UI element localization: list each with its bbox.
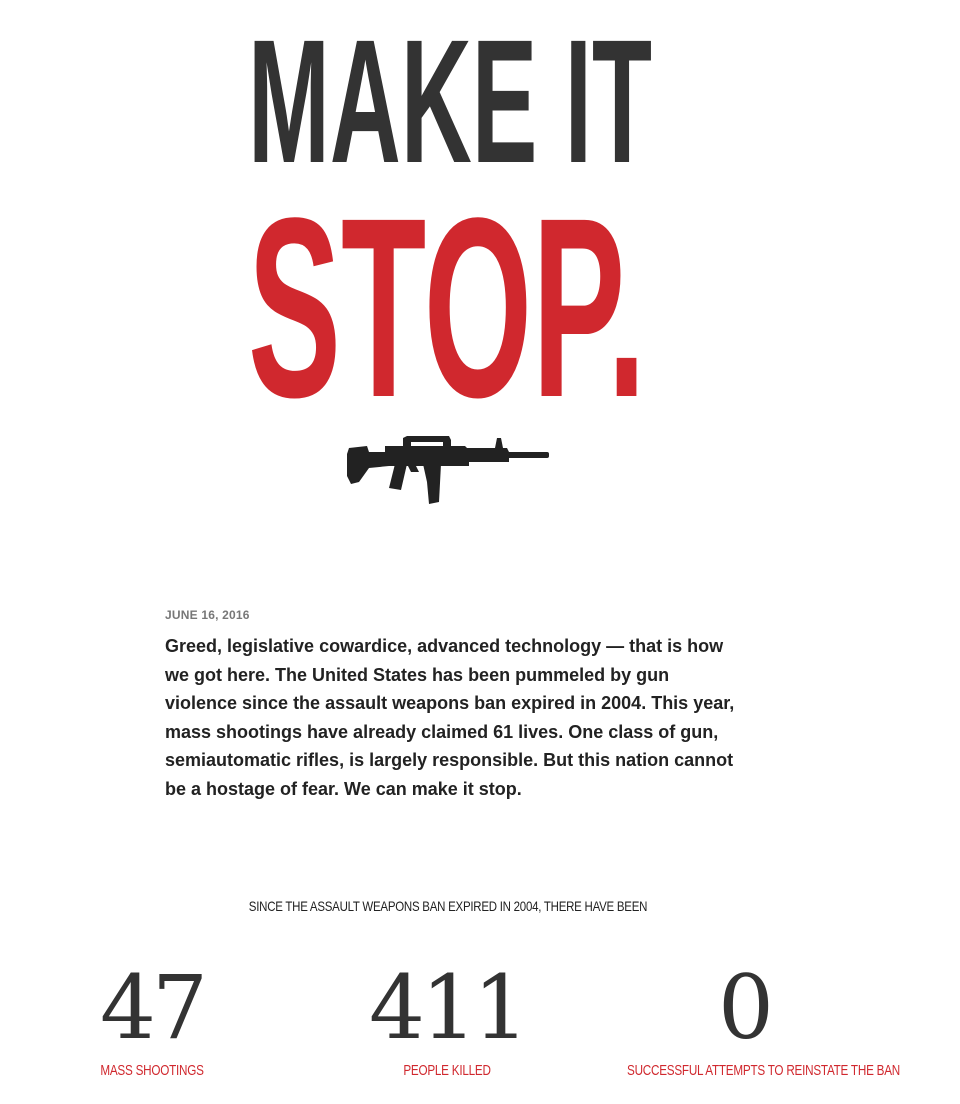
headline-line-1: MAKE IT [248,4,652,200]
article [165,608,745,803]
stat-people-killed [347,956,547,1079]
stat-value: 411 [369,956,525,1059]
stat-label: SUCCESSFUL ATTEMPTS TO REINSTATE THE BAN [627,1062,901,1079]
headline [0,0,960,410]
article-date: JUNE 16, 2016 [165,608,250,622]
stat-value: 0 [718,956,770,1059]
stats-intro: SINCE THE ASSAULT WEAPONS BAN EXPIRED IN 2004, THERE HAVE BEEN [248,898,648,914]
headline-graphic [0,0,960,410]
headline-line-2: STOP. [248,165,646,410]
stat-label: MASS SHOOTINGS [100,1062,204,1079]
rifle-icon [345,432,553,508]
stat-reinstate-attempts [594,956,901,1079]
article-lede: Greed, legislative cowardice, advanced technology — that is how we got here. The United States has been pummeled by gun violence since the assault weapons ban expired in 2004. This year, mass shootings have already claimed 61 lives. One class of gun, semiautomatic rifles, is largely responsible. But this nation cannot be a hostage of fear. We can make it stop. [165,636,735,799]
stat-value: 47 [100,956,204,1059]
stat-mass-shootings [52,956,252,1079]
stat-label: PEOPLE KILLED [403,1062,491,1079]
